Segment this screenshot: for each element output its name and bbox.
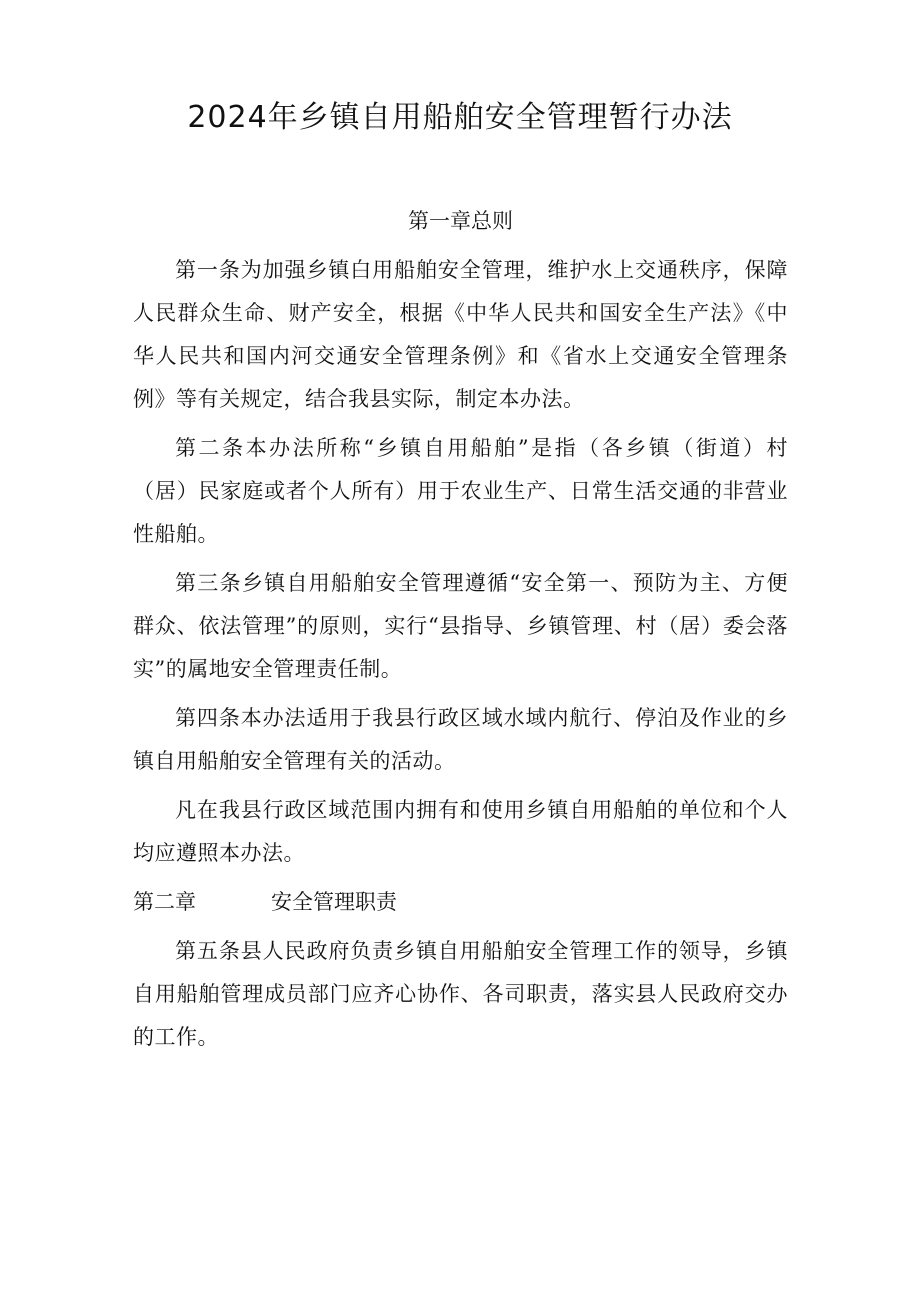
article-4-supplement-paragraph: 凡在我县行政区域范围内拥有和使用乡镇自用船舶的单位和个人均应遵照本办法。 [133,798,788,865]
article-3-paragraph: 第三条乡镇自用船舶安全管理遵循“安全第一、预防为主、方便群众、依法管理”的原则，实行“县指导、乡镇管理、村（居）委会落实”的属地安全管理责任制。 [133,571,788,681]
article-2-paragraph: 第二条本办法所称“乡镇自用船舶”是指（各乡镇（街道）村（居）民家庭或者个人所有）用于农业生产、日常生活交通的非营业性船舶。 [133,436,788,546]
article-1-paragraph: 第一条为加强乡镇白用船舶安全管理，维护水上交通秩序，保障人民群众生命、财产安全，根据《中华人民共和国安全生产法》《中华人民共和国内河交通安全管理条例》和《省水上交通安全管理条例》等有关规定，结合我县实际，制定本办法。 [133,258,788,411]
chapter-2-number: 第二章 [133,890,196,914]
document-body [133,200,788,1065]
article-5-paragraph: 第五条县人民政府负责乡镇自用船舶安全管理工作的领导，乡镇自用船舶管理成员部门应齐心协作、各司职责，落实县人民政府交办的工作。 [133,939,788,1049]
chapter-2-heading [133,881,788,924]
document-title: 2024年乡镇自用船舶安全管理暂行办法 [187,100,733,135]
chapter-2-title: 安全管理职责 [271,890,397,914]
article-4-paragraph: 第四条本办法适用于我县行政区域水域内航行、停泊及作业的乡镇自用船舶安全管理有关的活动。 [133,706,788,773]
chapter-1-heading: 第一章总则 [408,209,513,233]
